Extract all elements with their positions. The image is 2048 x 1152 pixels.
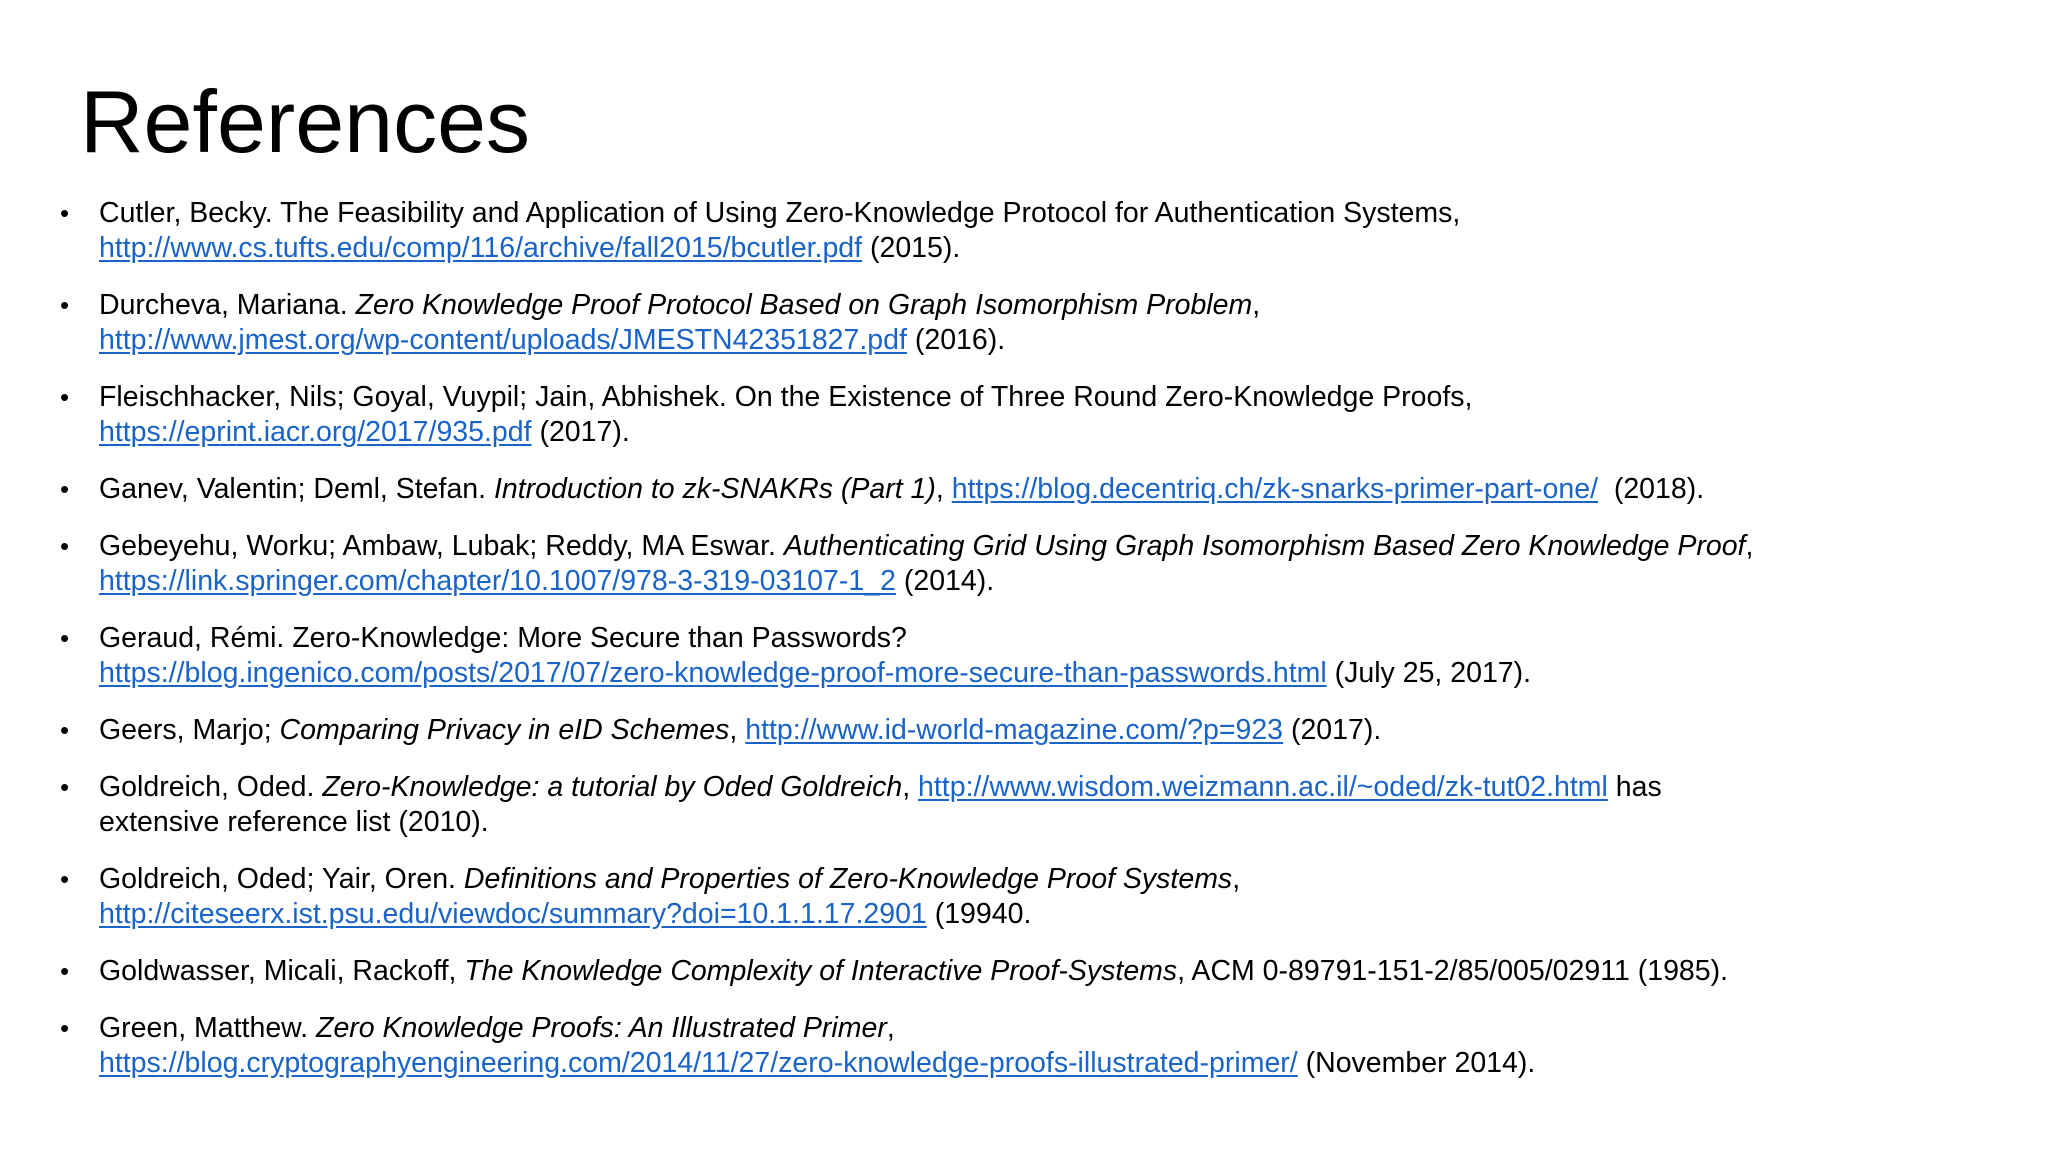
reference-title: The Knowledge Complexity of Interactive Proof-Systems <box>464 955 1178 987</box>
reference-line <box>99 805 1960 840</box>
reference-link[interactable]: http://www.wisdom.weizmann.ac.il/~oded/zk-tut02.html <box>918 771 1608 803</box>
reference-text: , <box>1232 863 1241 895</box>
reference-title: Comparing Privacy in eID Schemes <box>279 714 730 746</box>
reference-text: , ACM 0-89791-151-2/85/005/02911 (1985). <box>1177 955 1729 987</box>
reference-line <box>99 231 1960 266</box>
bullet-icon: • <box>60 1013 70 1043</box>
list-item <box>60 1011 1960 1081</box>
list-item <box>60 621 1960 691</box>
reference-text: , <box>1745 530 1754 562</box>
reference-text: Fleischhacker, Nils; Goyal, Vuypil; Jain, Abhishek. On the Existence of Three Round Zero-Knowledge Proofs, <box>99 381 1473 413</box>
list-item <box>60 196 1960 266</box>
list-item <box>60 380 1960 450</box>
reference-title: Zero Knowledge Proofs: An Illustrated Primer <box>316 1012 887 1044</box>
reference-text: extensive reference list (2010). <box>99 806 489 838</box>
reference-author: Gebeyehu, Worku; Ambaw, Lubak; Reddy, MA Eswar. <box>99 530 784 562</box>
reference-line <box>99 621 1960 656</box>
reference-author: Durcheva, Mariana. <box>99 289 356 321</box>
reference-year: (2017). <box>531 416 630 448</box>
reference-line <box>99 713 1960 748</box>
reference-line <box>99 529 1960 564</box>
reference-title: Introduction to zk-SNAKRs (Part 1) <box>493 473 936 505</box>
reference-line <box>99 323 1960 358</box>
reference-line <box>99 897 1960 932</box>
list-item <box>60 713 1960 748</box>
reference-author: Goldreich, Oded. <box>99 771 323 803</box>
page-title: References <box>80 72 531 171</box>
reference-text: Cutler, Becky. The Feasibility and Application of Using Zero-Knowledge Protocol for Authentication Systems, <box>99 197 1461 229</box>
reference-year: (2018). <box>1598 473 1705 505</box>
reference-text: , <box>1252 289 1261 321</box>
bullet-icon: • <box>60 772 70 802</box>
reference-link[interactable]: https://blog.decentriq.ch/zk-snarks-primer-part-one/ <box>951 473 1598 505</box>
list-item <box>60 472 1960 507</box>
reference-line <box>99 472 1960 507</box>
reference-line <box>99 564 1960 599</box>
bullet-icon: • <box>60 715 70 745</box>
reference-author: Ganev, Valentin; Deml, Stefan. <box>99 473 494 505</box>
reference-title: Authenticating Grid Using Graph Isomorphism Based Zero Knowledge Proof <box>783 530 1746 562</box>
reference-line <box>99 380 1960 415</box>
reference-line <box>99 862 1960 897</box>
reference-text: , <box>902 771 919 803</box>
reference-line <box>99 196 1960 231</box>
reference-link[interactable]: http://www.cs.tufts.edu/comp/116/archive/fall2015/bcutler.pdf <box>99 232 863 264</box>
reference-year: (July 25, 2017). <box>1326 657 1532 689</box>
reference-line <box>99 656 1960 691</box>
list-item <box>60 529 1960 599</box>
reference-year: (2015). <box>862 232 961 264</box>
reference-text: , <box>886 1012 895 1044</box>
bullet-icon: • <box>60 198 70 228</box>
reference-link[interactable]: https://link.springer.com/chapter/10.1007/978-3-319-03107-1_2 <box>99 565 896 597</box>
reference-year: (November 2014). <box>1297 1047 1536 1079</box>
reference-link[interactable]: http://www.jmest.org/wp-content/uploads/JMESTN42351827.pdf <box>99 324 907 356</box>
reference-line <box>99 954 1960 989</box>
reference-link[interactable]: http://citeseerx.ist.psu.edu/viewdoc/summary?doi=10.1.1.17.2901 <box>99 898 927 930</box>
reference-year: (2014). <box>895 565 995 597</box>
reference-title: Zero-Knowledge: a tutorial by Oded Goldreich <box>322 771 903 803</box>
reference-link[interactable]: https://blog.ingenico.com/posts/2017/07/zero-knowledge-proof-more-secure-than-passwords.html <box>99 657 1327 689</box>
reference-line <box>99 288 1960 323</box>
reference-link[interactable]: http://www.id-world-magazine.com/?p=923 <box>745 714 1284 746</box>
reference-author: Goldreich, Oded; Yair, Oren. <box>99 863 464 895</box>
reference-line <box>99 1011 1960 1046</box>
reference-text: , <box>935 473 952 505</box>
bullet-icon: • <box>60 864 70 894</box>
reference-year: (2016). <box>906 324 1006 356</box>
reference-year: (2017). <box>1283 714 1382 746</box>
list-item <box>60 770 1960 840</box>
list-item <box>60 862 1960 932</box>
reference-title: Zero Knowledge Proof Protocol Based on Graph Isomorphism Problem <box>355 289 1253 321</box>
reference-year: (19940. <box>926 898 1032 930</box>
bullet-icon: • <box>60 474 70 504</box>
reference-title: Definitions and Properties of Zero-Knowledge Proof Systems <box>463 863 1233 895</box>
list-item <box>60 288 1960 358</box>
reference-line <box>99 1046 1960 1081</box>
reference-line <box>99 770 1960 805</box>
bullet-icon: • <box>60 382 70 412</box>
reference-author: Goldwasser, Micali, Rackoff, <box>99 955 465 987</box>
reference-author: Green, Matthew. <box>99 1012 317 1044</box>
reference-link[interactable]: https://blog.cryptographyengineering.com/2014/11/27/zero-knowledge-proofs-illustrated-primer/ <box>99 1047 1298 1079</box>
reference-list <box>60 196 1960 1103</box>
reference-link[interactable]: https://eprint.iacr.org/2017/935.pdf <box>99 416 532 448</box>
bullet-icon: • <box>60 290 70 320</box>
reference-text: has <box>1607 771 1662 803</box>
bullet-icon: • <box>60 531 70 561</box>
list-item <box>60 954 1960 989</box>
reference-author: Geers, Marjo; <box>99 714 280 746</box>
reference-text: , <box>729 714 746 746</box>
reference-line <box>99 415 1960 450</box>
bullet-icon: • <box>60 623 70 653</box>
reference-text: Geraud, Rémi. Zero-Knowledge: More Secure than Passwords? <box>99 622 907 654</box>
bullet-icon: • <box>60 956 70 986</box>
